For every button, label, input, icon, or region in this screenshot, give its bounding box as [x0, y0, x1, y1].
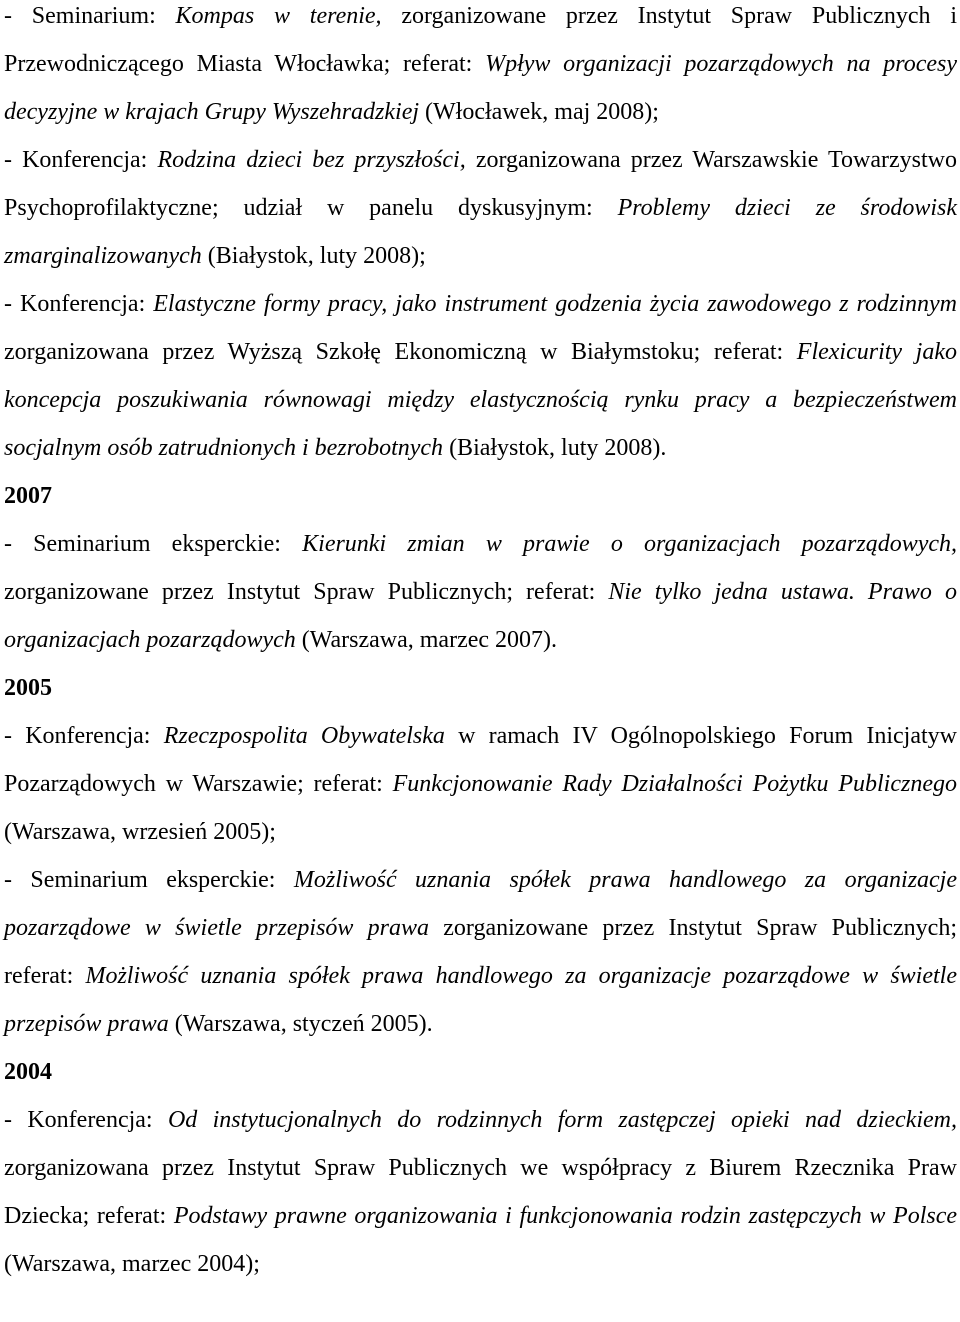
entry-title-text: Rodzina dzieci bez przyszłości, — [157, 147, 466, 173]
entry-text: - Seminarium: — [4, 3, 176, 29]
entry-paragraph — [4, 520, 957, 664]
entry-text: (Warszawa, styczeń 2005). — [168, 1011, 433, 1037]
entry-text: (Warszawa, wrzesień 2005); — [4, 819, 276, 845]
entry-text: - Seminarium eksperckie: — [4, 867, 294, 893]
entry-title-text: Od instytucjonalnych do rodzinnych form zastępczej opieki nad dzieckiem, — [167, 1107, 957, 1133]
entry-title-text: Elastyczne formy pracy, jako instrument godzenia życia zawodowego z rodzinnym — [153, 291, 957, 317]
year-heading: 2007 — [4, 483, 52, 509]
entry-text: - Konferencja: — [4, 723, 164, 749]
entry-text: - Konferencja: — [4, 291, 154, 317]
entry-text: zorganizowane przez Instytut Spraw Publicznych; referat: — [4, 579, 609, 605]
entry-text: zorganizowana przez Instytut Spraw Publicznych we współpracy z Biurem Rzecznika Praw Dziecka; referat: — [4, 1155, 957, 1229]
entry-title-text: Nie tylko jedna ustawa. Prawo o organizacjach pozarządowych — [4, 579, 957, 653]
entry-text: - Konferencja: — [4, 1107, 168, 1133]
entry-text: w ramach IV Ogólnopolskiego Forum Inicjatyw Pozarządowych w Warszawie; referat: — [4, 723, 958, 797]
entry-title-text: Kompas w terenie, — [175, 3, 382, 29]
entry-text: (Białystok, luty 2008); — [201, 243, 426, 269]
entry-title-text: Flexicurity jako koncepcja poszukiwania równowagi między elastycznością rynku pracy a bezpieczeństwem socjalnym osób zatrudnionych i bezrobotnych — [4, 339, 957, 461]
entry-title-text: Rzeczpospolita Obywatelska — [163, 723, 445, 749]
entry-title-text: Możliwość uznania spółek prawa handlowego za organizacje pozarządowe w świetle przepisów prawa — [4, 963, 957, 1037]
year-heading: 2005 — [4, 675, 52, 701]
entry-text: - Seminarium eksperckie: — [4, 531, 303, 557]
entry-text: (Białystok, luty 2008). — [443, 435, 667, 461]
entry-text: zorganizowane przez Instytut Spraw Publicznych i Przewodniczącego Miasta Włocławka; referat: — [4, 3, 957, 77]
entry-paragraph — [4, 712, 957, 856]
entry-paragraph — [4, 1096, 957, 1288]
entry-title-text: Kierunki zmian w prawie o organizacjach pozarządowych, — [302, 531, 957, 557]
entry-text: zorganizowane przez Instytut Spraw Publicznych; referat: — [4, 915, 957, 989]
entry-text: (Warszawa, marzec 2007). — [295, 627, 558, 653]
entry-title-text: Możliwość uznania spółek prawa handlowego za organizacje pozarządowe w świetle przepisów prawa — [4, 867, 958, 941]
document-page — [4, 0, 957, 1288]
entry-text: zorganizowana przez Wyższą Szkołę Ekonomiczną w Białymstoku; referat: — [4, 339, 797, 365]
entry-paragraph — [4, 856, 957, 1048]
entry-title-text: Problemy dzieci ze środowisk zmarginalizowanych — [4, 195, 958, 269]
entry-title-text: Podstawy prawne organizowania i funkcjonowania rodzin zastępczych w Polsce — [173, 1203, 958, 1229]
year-heading: 2004 — [4, 1059, 52, 1085]
entry-paragraph — [4, 0, 957, 136]
entry-text: - Konferencja: — [4, 147, 158, 173]
entry-text: (Włocławek, maj 2008); — [419, 99, 659, 125]
entry-text: (Warszawa, marzec 2004); — [4, 1251, 260, 1277]
entry-paragraph — [4, 136, 957, 280]
entry-text: zorganizowana przez Warszawskie Towarzystwo Psychoprofilaktyczne; udział w panelu dyskusyjnym: — [4, 147, 957, 221]
entry-paragraph — [4, 280, 957, 472]
entry-title-text: Funkcjonowanie Rady Działalności Pożytku Publicznego — [392, 771, 957, 797]
entry-title-text: Wpływ organizacji pozarządowych na procesy decyzyjne w krajach Grupy Wyszehradzkiej — [4, 51, 957, 125]
